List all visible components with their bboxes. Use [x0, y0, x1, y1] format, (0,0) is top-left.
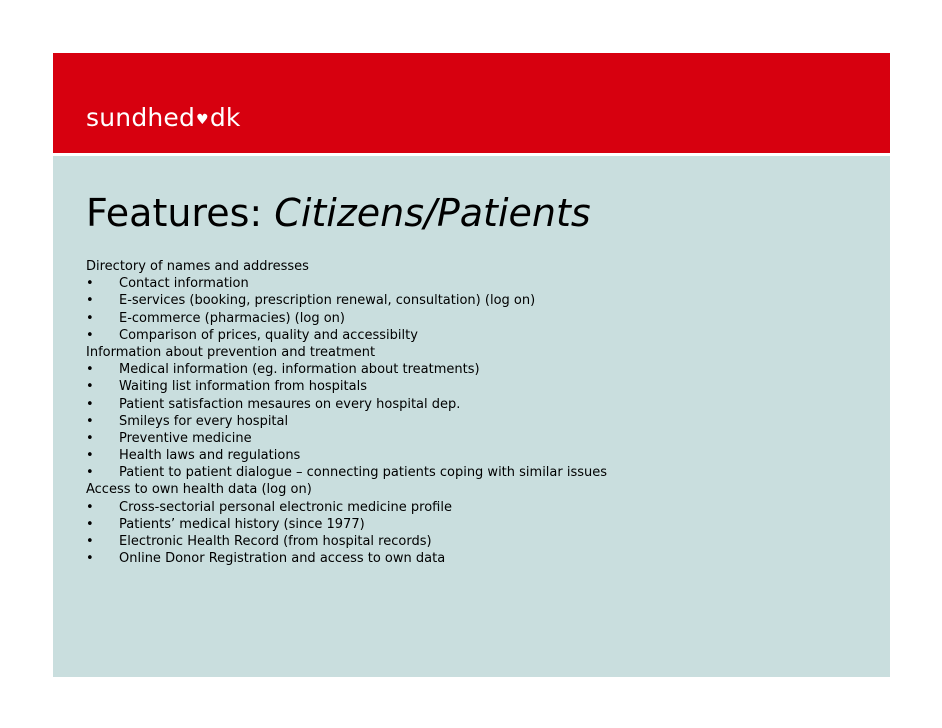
list-item	[86, 275, 876, 292]
slide	[53, 53, 890, 677]
bullet-icon: •	[86, 362, 94, 378]
bullet-icon: •	[86, 276, 94, 292]
list-item	[86, 533, 876, 550]
sundhed-logo: sundhed♥dk	[86, 103, 241, 132]
list-item	[86, 499, 876, 516]
list-item	[86, 430, 876, 447]
bullet-icon: •	[86, 534, 94, 549]
list-item-text: Contact information	[119, 276, 249, 292]
list-item	[86, 292, 876, 309]
list-item-text: Electronic Health Record (from hospital records)	[119, 534, 432, 549]
list-item	[86, 550, 876, 567]
list-item-text: Patient to patient dialogue – connecting patients coping with similar issues	[119, 465, 608, 481]
bullet-icon: •	[86, 379, 94, 395]
bullet-icon: •	[86, 516, 94, 532]
list-item	[86, 396, 876, 413]
list-item-text: Patient satisfaction mesaures on every hospital dep.	[119, 396, 461, 412]
list-item-text: Patients’ medical history (since 1977)	[119, 516, 365, 532]
header-divider	[53, 153, 890, 156]
list-item	[86, 361, 876, 378]
bullet-icon: •	[86, 430, 94, 446]
list-item	[86, 464, 876, 481]
header-bar	[53, 53, 890, 153]
list-item	[86, 310, 876, 327]
slide-title	[86, 190, 591, 236]
bullet-icon: •	[86, 413, 94, 429]
bullet-icon: •	[86, 310, 94, 326]
list-item-text: Health laws and regulations	[119, 448, 301, 464]
title-prefix: Features:	[86, 191, 275, 235]
list-item-text: Online Donor Registration and access to own data	[119, 551, 446, 567]
list-item-text: Comparison of prices, quality and accessibilty	[119, 327, 418, 343]
list-item-text: E-services (booking, prescription renewal, consultation) (log on)	[119, 293, 536, 309]
bullet-icon: •	[86, 327, 94, 343]
list-item-text: Cross-sectorial personal electronic medicine profile	[119, 499, 452, 515]
title-emphasis: Citizens/Patients	[274, 191, 591, 235]
list-item	[86, 378, 876, 395]
list-item-text: Smileys for every hospital	[119, 413, 289, 429]
list-item-text: E-commerce (pharmacies) (log on)	[119, 310, 345, 326]
feature-list	[86, 258, 876, 567]
section-heading: Directory of names and addresses	[86, 259, 309, 274]
list-item	[86, 516, 876, 533]
bullet-icon: •	[86, 448, 94, 464]
bullet-icon: •	[86, 551, 94, 567]
list-item	[86, 413, 876, 430]
list-item-text: Waiting list information from hospitals	[119, 379, 367, 395]
list-item	[86, 447, 876, 464]
bullet-icon: •	[86, 293, 94, 309]
list-item-text: Preventive medicine	[119, 430, 252, 446]
heart-icon: ♥	[196, 112, 209, 128]
list-item-text: Medical information (eg. information about treatments)	[119, 362, 480, 378]
list-item	[86, 327, 876, 344]
bullet-icon: •	[86, 396, 94, 412]
section-heading: Information about prevention and treatment	[86, 344, 376, 360]
section-heading: Access to own health data (log on)	[86, 482, 312, 498]
bullet-icon: •	[86, 499, 94, 515]
bullet-icon: •	[86, 465, 94, 481]
